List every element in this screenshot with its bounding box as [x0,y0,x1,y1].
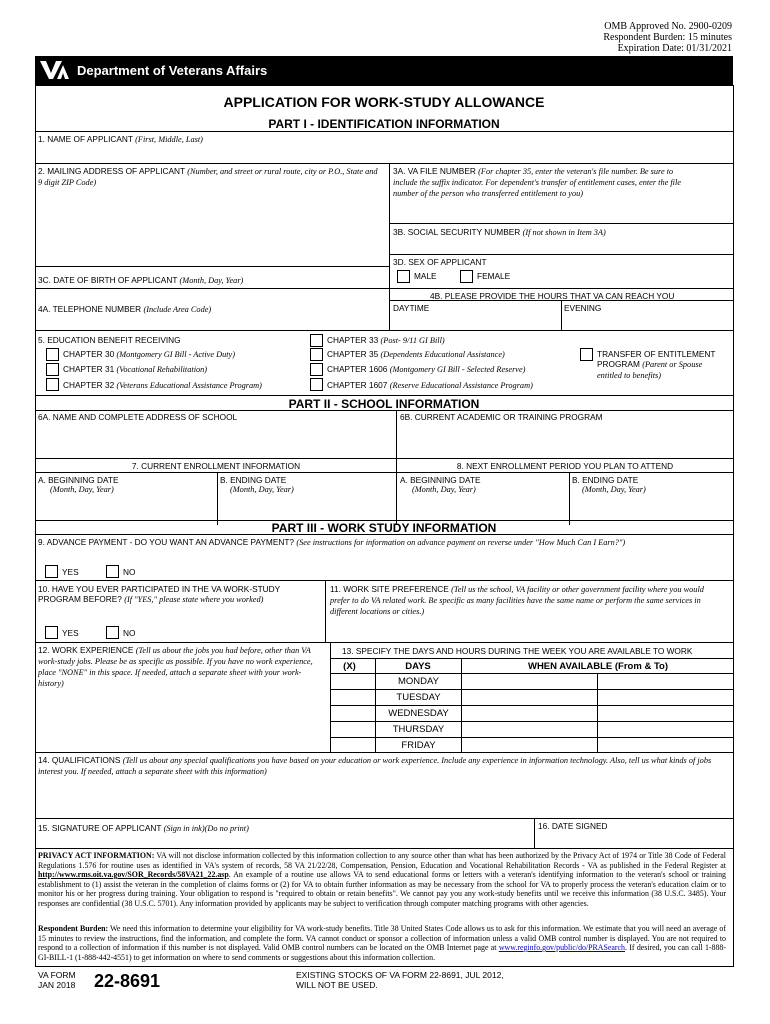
day-thursday: THURSDAY [392,724,445,735]
advance-yes-checkbox[interactable] [45,565,58,578]
ch32-checkbox[interactable] [46,378,59,391]
item12-label: 12. WORK EXPERIENCE (Tell us about the jobs you had before, other than VA work-study jobs. Please be as specific as possible. If you have no work experience, place "NONE" in this space. If needed, attach a separate sheet with your work-history) [38,645,313,688]
item3b-label: 3B. SOCIAL SECURITY NUMBER (If not shown in Item 3A) [393,227,606,237]
mailing-address-field[interactable] [36,188,386,266]
evening-label: EVENING [564,303,602,313]
form-id [38,970,76,990]
item6a-label: 6A. NAME AND COMPLETE ADDRESS OF SCHOOL [38,412,238,422]
friday-x-field[interactable] [331,738,374,751]
ch1606-label: CHAPTER 1606 (Montgomery GI Bill - Selected Reserve) [327,364,526,374]
respondent-burden-text: Respondent Burden: We need this information to determine your eligibility for VA work-study benefits. Title 38 United States Code allows us to ask for this information. We estimate that you will need an average of 15 minutes to review the instructions, find the information, and complete the form. VA cannot conduct or sponsor a collection of information unless a valid OMB control number is displayed. You are not required to respond to a collection of information if this number is not displayed. Valid OMB control numbers can be located on the OMB Internet page at www.reginfo.gov/public/do/PRASearch. If desired, you can call 1-888-GI-BILL-1 (1-888-442-4551) to get information on where to send comments or suggestions about this information collection. [38,924,726,962]
work-site-preference-field[interactable] [327,615,731,640]
existing-stocks-note: EXISTING STOCKS OF VA FORM 22-8691, JUL 2012, WILL NOT BE USED. [296,970,504,990]
omb-number: OMB Approved No. 2900-0209 [604,21,732,32]
omb-burden: Respondent Burden: 15 minutes [603,32,732,43]
item3c-label: 3C. DATE OF BIRTH OF APPLICANT (Month, Day, Year) [38,275,244,285]
tuesday-x-field[interactable] [331,690,374,705]
thursday-x-field[interactable] [331,722,374,737]
participated-no-label: NO [123,628,136,638]
female-label: FEMALE [477,271,511,281]
item9-label: 9. ADVANCE PAYMENT - DO YOU WANT AN ADVANCE PAYMENT? (See instructions for information on advance payment on reverse under "How Much Can I Earn?") [38,537,626,547]
ssn-field[interactable] [391,238,731,253]
col-x-header: (X) [343,661,356,672]
agency-header-bar [35,56,733,85]
academic-program-field[interactable] [398,423,731,456]
day-friday: FRIDAY [401,740,436,751]
form-number: 22-8691 [94,971,161,991]
item10-label: 10. HAVE YOU EVER PARTICIPATED IN THE VA WORK-STUDY PROGRAM BEFORE? (If "YES," please state where you worked) [38,584,281,604]
item1-label: 1. NAME OF APPLICANT (First, Middle, Last) [38,134,203,144]
participated-yes-label: YES [62,628,79,638]
item4a-label: 4A. TELEPHONE NUMBER (Include Area Code) [38,304,212,314]
item14-label: 14. QUALIFICATIONS (Tell us about any special qualifications you have based on your education or work experience. Include any experience in information technology. Also, tell us what kinds of jobs interest you. If needed, attach a separate sheet with this information) [38,755,712,776]
female-checkbox[interactable] [460,270,473,283]
date-signed-field[interactable] [536,832,731,847]
ch1607-label: CHAPTER 1607 (Reserve Educational Assistance Program) [327,380,533,390]
male-checkbox[interactable] [397,270,410,283]
item4b-label: 4B. PLEASE PROVIDE THE HOURS THAT VA CAN REACH YOU [430,291,675,301]
item7-end-label: B. ENDING DATE (Month, Day, Year) [220,475,294,494]
ch35-checkbox[interactable] [310,348,323,361]
advance-no-label: NO [123,567,136,577]
male-label: MALE [414,271,437,281]
day-wednesday: WEDNESDAY [388,708,449,719]
privacy-act-text: PRIVACY ACT INFORMATION: VA will not disclose information collected by this information collection to any source other than what has been authorized by the Privacy Act of 1974 or Title 38 Code of Federal Regulations 1.576 for routine uses as identified in VA's system of records, 58 VA 21/22/28, Compensation, Pension, Education and Vocational Rehabilitation Records - VA as published in the Federal Register at http://www.rms.oit.va.gov/SOR_Records/58VA21_22.asp. An example of a routine use allows VA to send educational forms or letters with a veteran's identifying information to the veteran's school or training establishment to (1) assist the veteran in the completion of claims forms or (2) for VA to obtain further information as may be necessary from the school for VA to properly process the veteran's education claim or to monitor his or her progress during training. Your obligation to respond is "required to obtain or retain benefits". We cannot pay you any work-study benefits until we receive this information (38 U.S.C. 3485). Your responses are confidential (38 U.S.C. 5701). Any information provided by applicants may be subject to verification through computer matching programs with other agencies. [38,851,726,908]
item11-label: 11. WORK SITE PREFERENCE (Tell us the school, VA facility or other government facility where you would prefer to do VA related work. Be specific as many facilities have the same name or perform the same services in different locations or cities.) [330,584,704,616]
item3d-label: 3D. SEX OF APPLICANT [393,257,487,267]
wednesday-x-field[interactable] [331,706,374,721]
transfer-checkbox[interactable] [580,348,593,361]
ch30-checkbox[interactable] [46,348,59,361]
ch33-checkbox[interactable] [310,334,323,347]
item15-label: 15. SIGNATURE OF APPLICANT (Sign in ink)(Do no print) [38,823,249,833]
va-file-number-field[interactable] [391,206,731,222]
ch31-checkbox[interactable] [46,363,59,376]
col-days-header: DAYS [405,661,431,672]
qualifications-field[interactable] [36,777,732,815]
item8-end-label: B. ENDING DATE (Month, Day, Year) [572,475,646,494]
ch1606-checkbox[interactable] [310,363,323,376]
omb-expiration: Expiration Date: 01/31/2021 [617,43,732,54]
col-when-header: WHEN AVAILABLE (From & To) [527,661,669,672]
form-title: APPLICATION FOR WORK-STUDY ALLOWANCE [223,94,545,110]
monday-x-field[interactable] [331,674,374,689]
va-form-label: VA FORM [38,970,76,980]
part3-title: PART III - WORK STUDY INFORMATION [271,521,497,535]
privacy-sor-link[interactable]: http://www.rms.oit.va.gov/SOR_Records/58VA21_22.asp [38,870,229,879]
part2-title: PART II - SCHOOL INFORMATION [288,397,480,411]
work-experience-field[interactable] [36,688,328,750]
participated-yes-checkbox[interactable] [45,626,58,639]
item16-label: 16. DATE SIGNED [538,821,608,831]
signature-field[interactable] [36,834,532,847]
item8-begin-label: A. BEGINNING DATE (Month, Day, Year) [400,475,481,494]
item6b-label: 6B. CURRENT ACADEMIC OR TRAINING PROGRAM [400,412,603,422]
evening-hours-field[interactable] [563,314,731,328]
item8-label: 8. NEXT ENROLLMENT PERIOD YOU PLAN TO ATTEND [456,461,674,471]
agency-name: Department of Veterans Affairs [77,63,268,78]
ch32-label: CHAPTER 32 (Veterans Educational Assistance Program) [63,380,262,390]
previous-workstudy-field[interactable] [36,608,322,624]
transfer-label: TRANSFER OF ENTITLEMENT PROGRAM (Parent or Spouse entitled to benefits) [597,349,716,380]
daytime-label: DAYTIME [393,303,430,313]
reginfo-link[interactable]: www.reginfo.gov/public/do/PRASearch [498,943,625,952]
part1-title: PART I - IDENTIFICATION INFORMATION [268,117,500,131]
advance-no-checkbox[interactable] [106,565,119,578]
school-address-field[interactable] [36,423,394,456]
item5-label: 5. EDUCATION BENEFIT RECEIVING [38,335,181,345]
daytime-hours-field[interactable] [391,314,559,328]
omb-info [560,21,732,54]
applicant-name-field[interactable] [36,145,732,162]
item7-label: 7. CURRENT ENROLLMENT INFORMATION [131,461,301,471]
ch30-label: CHAPTER 30 (Montgomery GI Bill - Active Duty) [63,349,235,359]
va-logo-icon [39,59,71,81]
ch33-label: CHAPTER 33 (Post- 9/11 GI Bill) [327,335,445,345]
ch31-label: CHAPTER 31 (Vocational Rehabilitation) [63,364,208,374]
day-tuesday: TUESDAY [396,692,441,703]
telephone-field[interactable] [36,315,386,329]
item7-begin-label: A. BEGINNING DATE (Month, Day, Year) [38,475,119,494]
item3a-label: 3A. VA FILE NUMBER (For chapter 35, enter the veteran's file number. Be sure to include the suffix indicator. For dependent's transfer of entitlement cases, enter the file number of the person who transferred entitlement to you) [393,166,681,198]
advance-yes-label: YES [62,567,79,577]
item2-label: 2. MAILING ADDRESS OF APPLICANT (Number, and street or rural route, city or P.O., State and 9 digit ZIP Code) [38,166,378,187]
form-date: JAN 2018 [38,980,76,990]
ch1607-checkbox[interactable] [310,378,323,391]
ch35-label: CHAPTER 35 (Dependents Educational Assistance) [327,349,505,359]
participated-no-checkbox[interactable] [106,626,119,639]
day-monday: MONDAY [398,676,439,687]
item13-label: 13. SPECIFY THE DAYS AND HOURS DURING THE WEEK YOU ARE AVAILABLE TO WORK [342,646,693,656]
